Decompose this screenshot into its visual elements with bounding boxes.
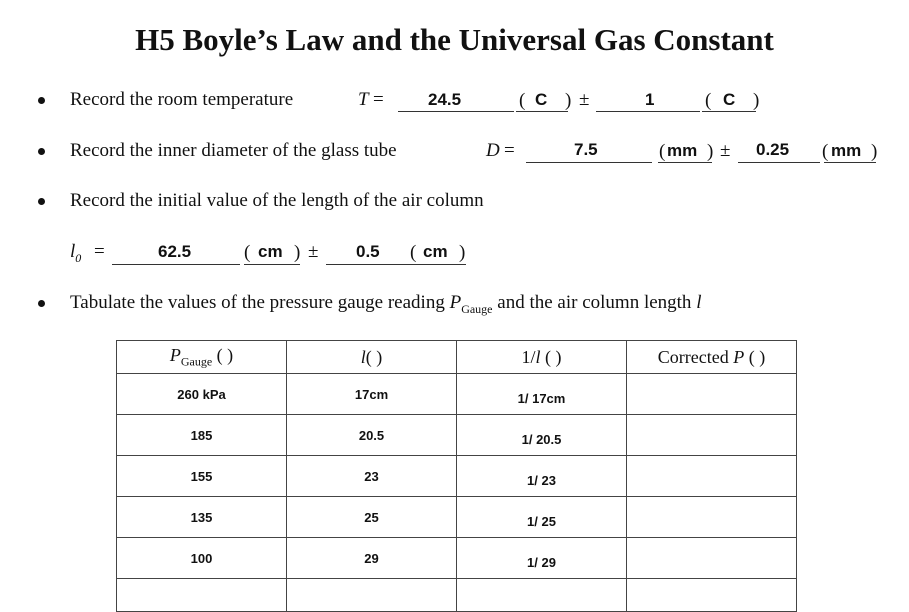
header-corrected-pressure: Corrected P ( ) [627,341,797,374]
length-cell[interactable]: 17cm [287,374,457,415]
diameter-value[interactable]: 7.5 [574,140,598,159]
equals-sign: = [373,89,384,110]
bullet [38,198,45,205]
length-cell[interactable]: 29 [287,538,457,579]
paren-close: ) [459,242,466,263]
diameter-uncertainty-unit[interactable]: mm [831,141,862,160]
table-row [117,374,797,415]
initial-length-symbol: $l_0$ [70,241,82,265]
table-row [117,456,797,497]
corrected-pressure-cell[interactable] [627,497,797,538]
paren-open: ( [705,90,712,111]
inverse-length-cell[interactable]: 1/ 29 [457,538,627,579]
unit-underline [824,162,876,163]
data-table [116,340,797,612]
paren-open: ( [410,242,417,263]
length-cell[interactable]: 25 [287,497,457,538]
bullet [38,300,45,307]
initial-length-value[interactable]: 62.5 [158,242,192,261]
answer-underline [526,162,652,163]
length-cell[interactable]: 23 [287,456,457,497]
corrected-pressure-cell[interactable] [627,374,797,415]
answer-underline [398,111,514,112]
unit-underline [658,162,712,163]
paren-close: ) [707,141,714,162]
answer-underline [596,111,700,112]
length-cell[interactable]: 20.5 [287,415,457,456]
initial-length-uncertainty-unit[interactable]: cm [423,242,448,261]
corrected-pressure-cell[interactable] [627,579,797,612]
paren-open: ( [659,141,666,162]
bullet [38,148,45,155]
equals-sign: = [504,140,515,161]
initial-length-label: Record the initial value of the length of the air column [70,190,484,211]
answer-underline [112,264,240,265]
answer-underline [738,162,820,163]
table-row [117,538,797,579]
corrected-pressure-cell[interactable] [627,415,797,456]
table-row [117,497,797,538]
paren-open: ( [822,141,829,162]
paren-close: ) [294,242,301,263]
initial-length-unit[interactable]: cm [258,242,283,261]
tabulate-instruction: Tabulate the values of the pressure gauge reading $P_{Gauge}$ and the air column length l [70,292,702,316]
table-row [117,579,797,612]
temperature-label: Record the room temperature [70,89,294,110]
temperature-uncertainty[interactable]: 1 [645,90,655,109]
length-cell[interactable] [287,579,457,612]
paren-close: ) [753,90,760,111]
answer-underline [326,264,410,265]
paren-open: ( [519,90,526,111]
paren-close: ) [871,141,878,162]
pressure-cell[interactable]: 260 kPa [117,374,287,415]
inverse-length-cell[interactable]: 1/ 20.5 [457,415,627,456]
corrected-pressure-cell[interactable] [627,538,797,579]
plus-minus: ± [308,241,319,262]
diameter-label: Record the inner diameter of the glass tube [70,140,397,161]
table-header-row [117,341,797,374]
paren-close: ) [565,90,572,111]
plus-minus: ± [720,140,731,161]
pressure-cell[interactable]: 100 [117,538,287,579]
header-pressure-gauge: $P_{Gauge}$ ( ) [117,341,287,374]
unit-underline [410,264,466,265]
diameter-unit[interactable]: mm [667,141,698,160]
temperature-uncertainty-unit[interactable]: C [723,90,736,109]
inverse-length-cell[interactable] [457,579,627,612]
temperature-unit[interactable]: C [535,90,548,109]
table-row [117,415,797,456]
pressure-cell[interactable]: 135 [117,497,287,538]
pressure-cell[interactable]: 155 [117,456,287,497]
initial-length-uncertainty[interactable]: 0.5 [356,242,380,261]
bullet [38,97,45,104]
equals-sign: = [94,241,105,262]
pressure-cell[interactable]: 185 [117,415,287,456]
paren-open: ( [244,242,251,263]
page-title: H5 Boyle’s Law and the Universal Gas Constant [135,22,774,57]
header-length: l( ) [287,341,457,374]
plus-minus: ± [579,89,590,110]
initial-length-subscript: 0 [75,250,82,265]
diameter-uncertainty[interactable]: 0.25 [756,140,790,159]
header-inverse-length: 1/l ( ) [457,341,627,374]
diameter-symbol: D [486,140,500,161]
temperature-value[interactable]: 24.5 [428,90,462,109]
temperature-symbol: T [358,89,369,110]
corrected-pressure-cell[interactable] [627,456,797,497]
inverse-length-cell[interactable]: 1/ 23 [457,456,627,497]
unit-underline [244,264,300,265]
pressure-cell[interactable] [117,579,287,612]
inverse-length-cell[interactable]: 1/ 17cm [457,374,627,415]
inverse-length-cell[interactable]: 1/ 25 [457,497,627,538]
